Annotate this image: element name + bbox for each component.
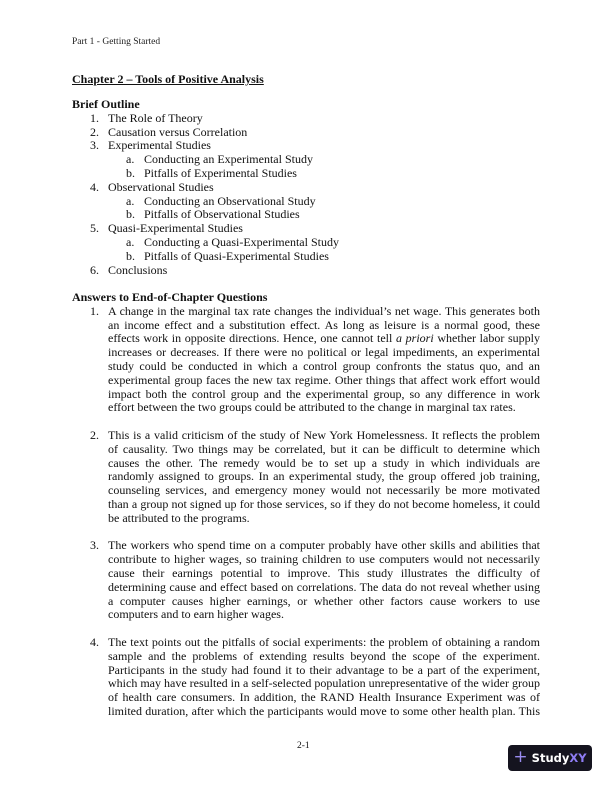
- outline-label: Conducting an Observational Study: [144, 193, 316, 208]
- outline-letter: b.: [126, 165, 135, 180]
- outline-number: 1.: [90, 110, 99, 125]
- outline-label: The Role of Theory: [108, 110, 203, 125]
- answers-section: [72, 291, 540, 733]
- outline-item: [72, 139, 540, 153]
- answer-number: 3.: [90, 538, 99, 553]
- outline-item: [72, 126, 540, 140]
- answer-number: 4.: [90, 634, 99, 649]
- answer-text: This is a valid criticism of the study of New York Homelessness. It reflects the problem of causality. Two things may be correlated, but it can be difficult to determine which causes the other. The remedy would be to set up a study in which individuals are randomly assigned to groups. In an experimental study, the group offered job training, counseling services, and emergency money would not necessarily be more motivated than a group not signed up for those services, so if they do not become homeless, it could be attributed to the programs.: [108, 427, 540, 525]
- outline-list: [72, 112, 540, 278]
- outline-number: 3.: [90, 138, 99, 153]
- answer-item: [72, 539, 540, 622]
- outline-letter: a.: [126, 152, 135, 167]
- chapter-title: Chapter 2 – Tools of Positive Analysis: [72, 72, 264, 86]
- answers-list: [72, 305, 540, 719]
- answer-number: 2.: [90, 427, 99, 442]
- outline-label: Conducting an Experimental Study: [144, 152, 313, 167]
- answer-text: The text points out the pitfalls of social experiments: the problem of obtaining a random sample and the problems of extending results beyond the scope of the experiment. Participants in the study had found it to their advantage to be a part of the experiment, which may have resulted in a self-selected population unrepresentative of the wider group of health care consumers. In addition, the RAND Health Insurance Experiment was of limited duration, after which the participants would move to some other health plan. This: [108, 634, 540, 718]
- outline-number: 2.: [90, 124, 99, 139]
- outline-letter: a.: [126, 234, 135, 249]
- outline-label: Pitfalls of Quasi-Experimental Studies: [144, 248, 329, 263]
- page-number: 2-1: [297, 741, 310, 751]
- answer-item: [72, 636, 540, 719]
- brand-name: [532, 751, 587, 765]
- answer-item: [72, 305, 540, 415]
- outline-item: [72, 181, 540, 195]
- outline-subitem: [72, 236, 540, 250]
- brief-outline-section: [72, 98, 540, 277]
- outline-subitem: [72, 195, 540, 209]
- outline-letter: a.: [126, 193, 135, 208]
- outline-label: Conclusions: [108, 262, 168, 277]
- italic-term: a priori: [396, 331, 434, 346]
- outline-number: 4.: [90, 179, 99, 194]
- answers-heading: Answers to End-of-Chapter Questions: [72, 290, 268, 304]
- answer-text-part: A change in the marginal tax rate changes the individual’s net wage. This generates both an income effect and a substitution effect. As long as leisure is a normal good, these effects work in opposite directions. Hence, one cannot tell: [108, 303, 540, 346]
- outline-label: Pitfalls of Observational Studies: [144, 207, 300, 222]
- outline-label: Experimental Studies: [108, 138, 211, 153]
- brand-accent: XY: [569, 751, 587, 765]
- brand-main: Study: [531, 751, 570, 765]
- outline-label: Pitfalls of Experimental Studies: [144, 165, 297, 180]
- outline-number: 5.: [90, 221, 99, 236]
- plus-icon: +: [513, 746, 528, 767]
- outline-label: Causation versus Correlation: [108, 124, 248, 139]
- answer-text: The workers who spend time on a computer probably have other skills and abilities that contribute to higher wages, so training children to use computers would not necessarily cause their earnings potential to improve. This study illustrates the difficulty of determining cause and effect based on correlations. The data do not reveal whether using a computer causes higher earnings, or whether other factors cause workers to use computers and to earn higher wages.: [108, 538, 540, 622]
- outline-subitem: [72, 250, 540, 264]
- outline-letter: b.: [126, 207, 135, 222]
- outline-subitem: [72, 167, 540, 181]
- outline-item: [72, 264, 540, 278]
- answer-number: 1.: [90, 303, 99, 318]
- answer-item: [72, 429, 540, 526]
- outline-label: Conducting a Quasi-Experimental Study: [144, 234, 339, 249]
- outline-number: 6.: [90, 262, 99, 277]
- answer-text: [108, 305, 540, 415]
- running-header: Part 1 - Getting Started: [72, 37, 161, 47]
- outline-label: Observational Studies: [108, 179, 214, 194]
- studyxy-watermark-badge[interactable]: [508, 745, 592, 771]
- outline-label: Quasi-Experimental Studies: [108, 221, 243, 236]
- outline-subitem: [72, 153, 540, 167]
- outline-item: [72, 112, 540, 126]
- brief-outline-heading: Brief Outline: [72, 97, 140, 111]
- outline-subitem: [72, 208, 540, 222]
- answer-text-part: whether labor supply increases or decreases. If there were no political or legal impediments, an experimental study could be conducted in which a control group confronts the status quo, and an experimental group faces the new tax regime. Other things that affect work effort would impact both the control group and the experimental group, so any difference in work effort between the two groups could be attributed to the change in marginal tax rates.: [108, 331, 541, 415]
- outline-item: [72, 222, 540, 236]
- outline-letter: b.: [126, 248, 135, 263]
